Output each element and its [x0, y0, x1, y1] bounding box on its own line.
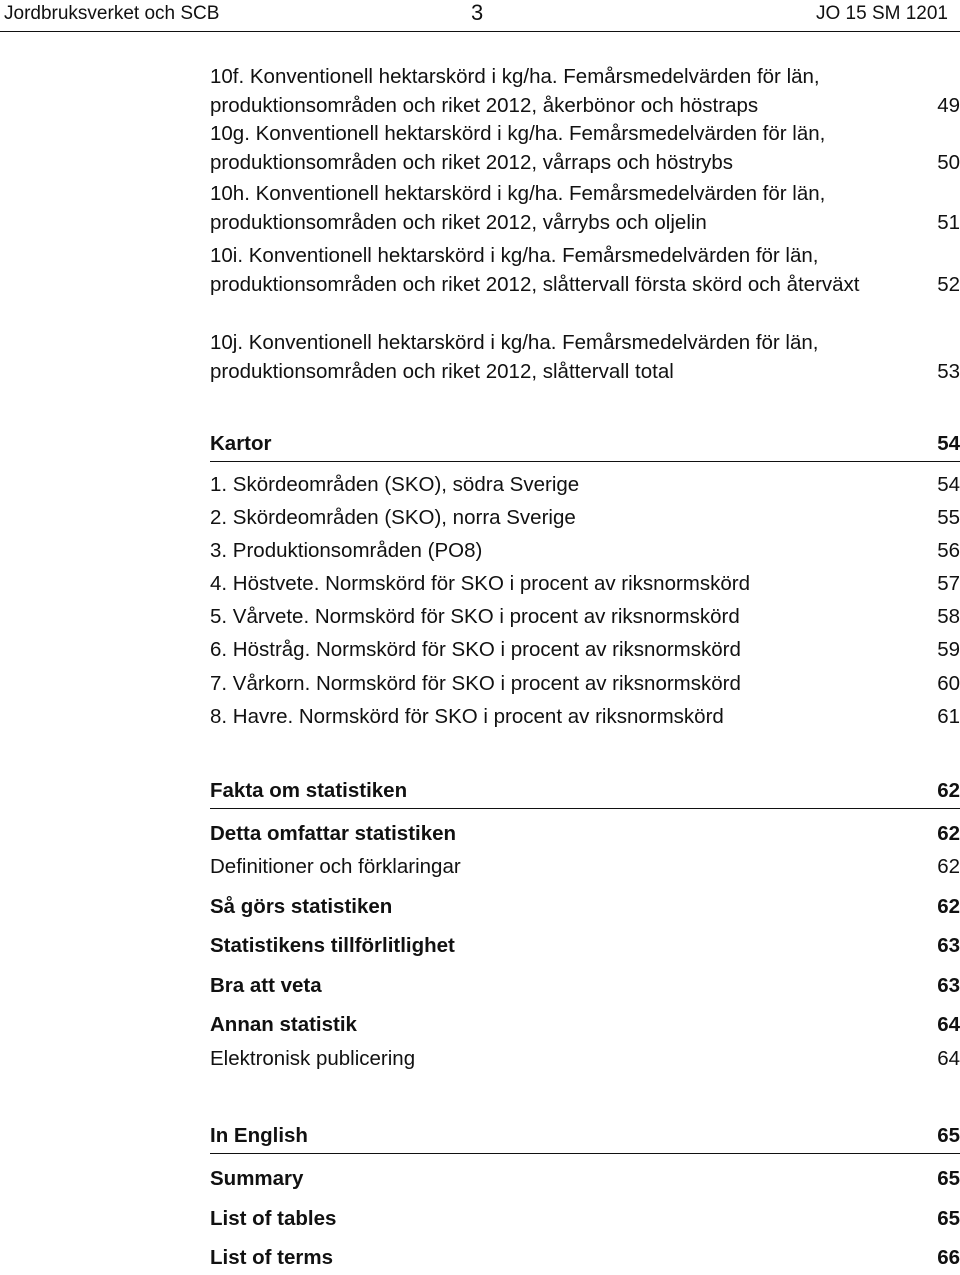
toc-entry-map[interactable] [210, 669, 960, 698]
toc-section-page: 54 [937, 432, 960, 455]
toc-entry-map[interactable] [210, 702, 960, 731]
toc-entry-map[interactable] [210, 503, 960, 532]
toc-entry-page: 62 [937, 822, 960, 845]
toc-entry-table-10h[interactable] [210, 179, 960, 237]
toc-entry-table-10g[interactable] [210, 119, 960, 177]
toc-entry-text: 2. Skördeområden (SKO), norra Sverige [210, 506, 576, 529]
toc-entry-facts[interactable] [210, 818, 960, 851]
toc-entry-text: Bra att veta [210, 974, 322, 997]
toc-entry-table-10f[interactable] [210, 62, 960, 120]
toc-entry-page: 63 [937, 974, 960, 997]
toc-entry-page: 61 [937, 705, 960, 728]
toc-entry-text: List of tables [210, 1207, 337, 1230]
toc-entry-page: 66 [937, 1246, 960, 1269]
toc-section-page: 65 [937, 1124, 960, 1147]
toc-entry-text: 3. Produktionsområden (PO8) [210, 539, 483, 562]
toc-entry-facts[interactable] [210, 930, 960, 963]
toc-entry-text: 10h. Konventionell hektarskörd i kg/ha. Femårsmedelvärden för län, produktionsområden och riket 2012, vårrybs och oljelin [210, 182, 826, 234]
toc-entry-text: 5. Vårvete. Normskörd för SKO i procent av riksnormskörd [210, 605, 740, 628]
toc-entry-text: List of terms [210, 1246, 334, 1269]
toc-entry-page: 54 [937, 473, 960, 496]
toc-entry-text: 4. Höstvete. Normskörd för SKO i procent av riksnormskörd [210, 572, 751, 595]
toc-entry-page: 65 [937, 1207, 960, 1230]
toc-section-page: 62 [937, 779, 960, 802]
toc-entry-english[interactable] [210, 1163, 960, 1196]
toc-entry-page: 53 [937, 360, 960, 383]
toc-section-english[interactable] [210, 1120, 960, 1154]
toc-entry-page: 62 [937, 895, 960, 918]
toc-entry-text: Definitioner och förklaringar [210, 855, 461, 878]
toc-entry-text: 1. Skördeområden (SKO), södra Sverige [210, 473, 580, 496]
header-rule [0, 31, 960, 32]
toc-entry-page: 64 [937, 1047, 960, 1070]
toc-entry-facts[interactable] [210, 1043, 960, 1076]
toc-entry-text: 8. Havre. Normskörd för SKO i procent av riksnormskörd [210, 705, 724, 728]
toc-entry-page: 60 [937, 672, 960, 695]
toc-entry-page: 63 [937, 934, 960, 957]
toc-section-title: In English [210, 1124, 308, 1147]
toc-entry-page: 58 [937, 605, 960, 628]
toc-section-maps[interactable] [210, 428, 960, 462]
toc-entry-page: 49 [937, 94, 960, 117]
toc-entry-text: 10g. Konventionell hektarskörd i kg/ha. Femårsmedelvärden för län, produktionsområden och riket 2012, vårraps och höstrybs [210, 122, 826, 174]
toc-entry-text: 10j. Konventionell hektarskörd i kg/ha. Femårsmedelvärden för län, produktionsområden och riket 2012, slåttervall total [210, 331, 819, 383]
header-series-id: JO 15 SM 1201 [815, 3, 948, 24]
toc-entry-facts[interactable] [210, 891, 960, 924]
toc-entry-facts[interactable] [210, 1009, 960, 1042]
toc-entry-page: 56 [937, 539, 960, 562]
toc-entry-map[interactable] [210, 470, 960, 499]
toc-entry-page: 55 [937, 506, 960, 529]
toc-entry-facts[interactable] [210, 851, 960, 884]
toc-entry-text: 6. Höstråg. Normskörd för SKO i procent av riksnormskörd [210, 638, 741, 661]
toc-entry-page: 64 [937, 1013, 960, 1036]
toc-entry-page: 57 [937, 572, 960, 595]
toc-entry-text: Elektronisk publicering [210, 1047, 416, 1070]
toc-entry-english[interactable] [210, 1203, 960, 1236]
toc-entry-english[interactable] [210, 1242, 960, 1275]
toc-entry-page: 65 [937, 1167, 960, 1190]
toc-entry-text: Statistikens tillförlitlighet [210, 934, 455, 957]
header-publisher: Jordbruksverket och SCB [4, 3, 220, 24]
toc-entry-facts[interactable] [210, 970, 960, 1003]
toc-entry-text: 7. Vårkorn. Normskörd för SKO i procent av riksnormskörd [210, 672, 741, 695]
toc-entry-page: 52 [937, 273, 960, 296]
toc-entry-map[interactable] [210, 635, 960, 664]
toc-entry-text: 10i. Konventionell hektarskörd i kg/ha. Femårsmedelvärden för län, produktionsområden och riket 2012, slåttervall första skörd och återväxt [210, 244, 860, 296]
toc-entry-text: Detta omfattar statistiken [210, 822, 457, 845]
toc-entry-page: 59 [937, 638, 960, 661]
toc-entry-page: 51 [937, 211, 960, 234]
header-page-number: 3 [471, 0, 484, 25]
toc-entry-map[interactable] [210, 536, 960, 565]
toc-section-title: Fakta om statistiken [210, 779, 408, 802]
toc-entry-table-10i[interactable] [210, 241, 960, 299]
toc-entry-page: 50 [937, 151, 960, 174]
toc-entry-text: Summary [210, 1167, 304, 1190]
toc-entry-text: Så görs statistiken [210, 895, 393, 918]
toc-section-title: Kartor [210, 432, 272, 455]
page-header [0, 0, 960, 32]
toc-entry-table-10j[interactable] [210, 328, 960, 386]
toc-entry-text: Annan statistik [210, 1013, 357, 1036]
toc-entry-text: 10f. Konventionell hektarskörd i kg/ha. Femårsmedelvärden för län, produktionsområden och riket 2012, åkerbönor och höstraps [210, 65, 820, 117]
toc-section-facts[interactable] [210, 775, 960, 809]
toc-entry-map[interactable] [210, 569, 960, 598]
toc-entry-page: 62 [937, 855, 960, 878]
toc-entry-map[interactable] [210, 602, 960, 631]
